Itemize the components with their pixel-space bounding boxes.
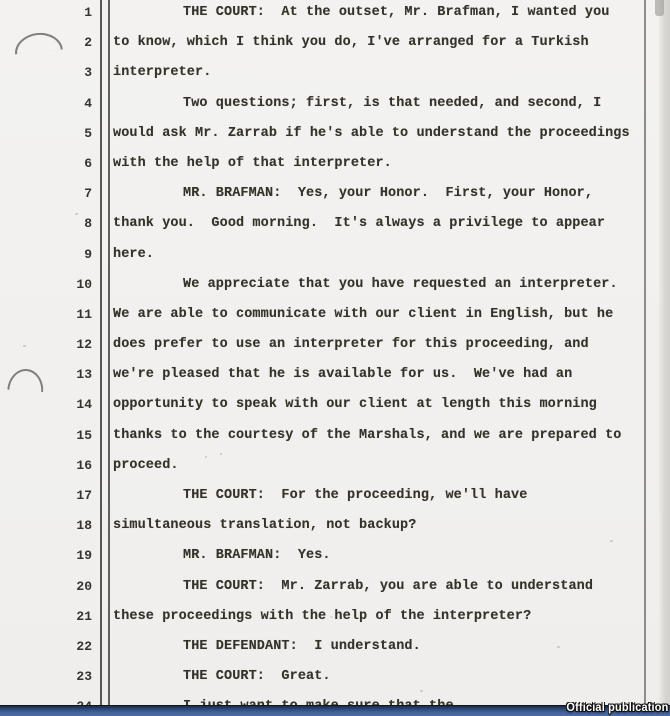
line-number: 3: [84, 65, 92, 81]
line-text: MR. BRAFMAN: Yes.: [183, 548, 331, 564]
line-number: 5: [84, 125, 92, 141]
line-number: 14: [76, 397, 92, 413]
line-text: We are able to communicate with our client in English, but he: [113, 306, 614, 322]
line-text: Two questions; first, is that needed, and second, I: [183, 95, 602, 111]
line-text: THE COURT: Mr. Zarrab, you are able to understand: [183, 578, 594, 594]
line-number: 23: [76, 669, 92, 685]
margin-rule-double-line: [100, 0, 110, 707]
line-text: proceed.: [113, 457, 179, 473]
line-text: MR. BRAFMAN: Yes, your Honor. First, your Honor,: [183, 186, 594, 202]
line-number: 6: [84, 155, 92, 171]
line-number: 20: [76, 578, 92, 594]
line-number: 9: [84, 246, 92, 262]
line-number: 11: [76, 306, 92, 322]
line-number: 12: [76, 337, 92, 353]
line-number: 8: [84, 216, 92, 232]
official-publication-badge: Official publication: [566, 702, 669, 714]
line-text: THE COURT: At the outset, Mr. Brafman, I wanted you: [183, 5, 610, 20]
line-text: opportunity to speak with our client at length this morning: [113, 397, 597, 413]
line-number: 2: [84, 35, 92, 51]
line-number: 17: [76, 488, 92, 503]
line-text: with the help of that interpreter.: [113, 155, 392, 171]
line-text: THE DEFENDANT: I understand.: [183, 638, 421, 654]
line-text: does prefer to use an interpreter for this proceeding, and: [113, 337, 589, 353]
line-text: THE COURT: Great.: [183, 669, 331, 685]
line-number: 15: [76, 427, 92, 443]
line-text: We appreciate that you have requested an interpreter.: [183, 276, 618, 292]
margin-rule-right: [644, 0, 646, 707]
line-text: these proceedings with the help of the interpreter?: [113, 608, 532, 624]
line-number: 1: [84, 5, 92, 20]
line-text: would ask Mr. Zarrab if he's able to understand the proceedings: [113, 125, 630, 141]
line-number: 13: [76, 367, 92, 383]
line-number: 10: [76, 276, 92, 292]
line-number: 19: [76, 548, 92, 564]
line-text: simultaneous translation, not backup?: [113, 518, 417, 534]
line-number: 22: [76, 638, 92, 654]
line-text: THE COURT: For the proceeding, we'll have: [183, 488, 528, 503]
line-number: 18: [76, 518, 92, 534]
line-text: to know, which I think you do, I've arranged for a Turkish: [113, 35, 589, 51]
line-text: thanks to the courtesy of the Marshals, and we are prepared to: [113, 427, 622, 443]
line-text: interpreter.: [113, 65, 212, 81]
line-number: 16: [76, 457, 92, 473]
line-number: 21: [76, 608, 92, 624]
line-text: thank you. Good morning. It's always a privilege to appear: [113, 216, 606, 232]
line-text: we're pleased that he is available for us. We've had an: [113, 367, 573, 383]
line-number: 4: [84, 95, 92, 111]
line-number: 7: [84, 186, 92, 202]
line-text: here.: [113, 246, 155, 262]
